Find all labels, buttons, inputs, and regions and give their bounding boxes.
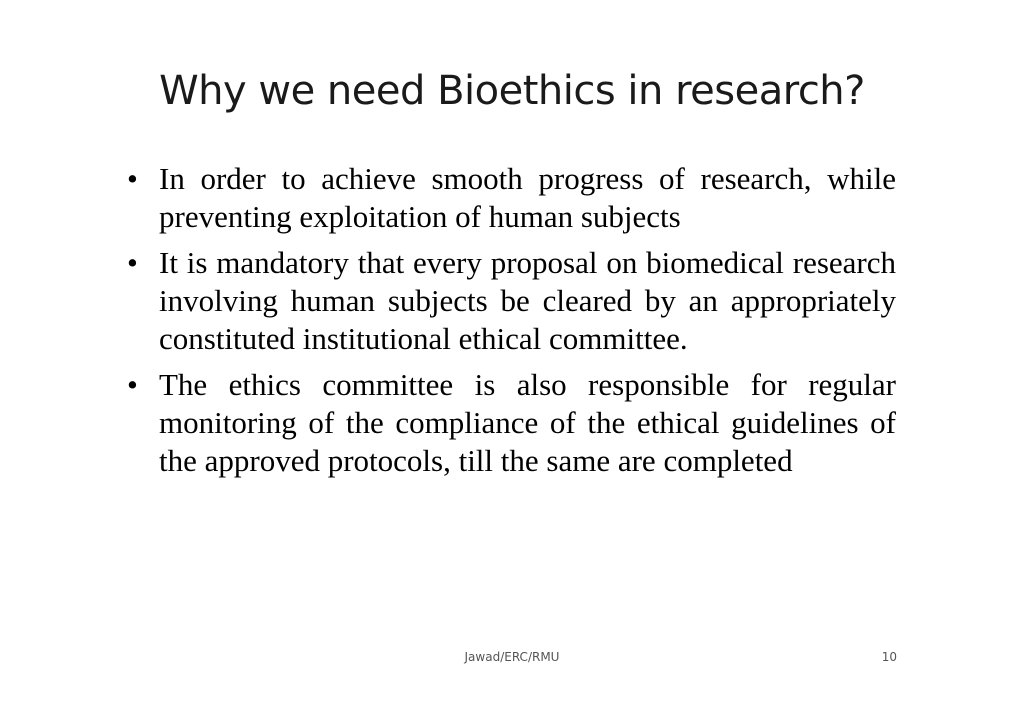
- page-number: 10: [881, 650, 897, 664]
- bullet-item: [124, 244, 896, 358]
- footer-text: Jawad/ERC/RMU: [464, 650, 560, 664]
- slide-title: Why we need Bioethics in research?: [159, 68, 865, 114]
- bullet-text: In order to achieve smooth progress of research, while preventing exploitation of human subjects: [159, 161, 896, 234]
- bullet-list: [124, 160, 896, 488]
- bullet-item: [124, 160, 896, 236]
- bullet-text: It is mandatory that every proposal on biomedical research involving human subjects be cleared by an appropriately constituted institutional ethical committee.: [159, 245, 896, 356]
- bullet-text: The ethics committee is also responsible for regular monitoring of the compliance of the ethical guidelines of the approved protocols, till the same are completed: [159, 367, 896, 478]
- bullet-item: [124, 366, 896, 480]
- bullet-icon: •: [127, 245, 138, 280]
- bullet-icon: •: [127, 367, 138, 402]
- bullet-icon: •: [127, 161, 138, 196]
